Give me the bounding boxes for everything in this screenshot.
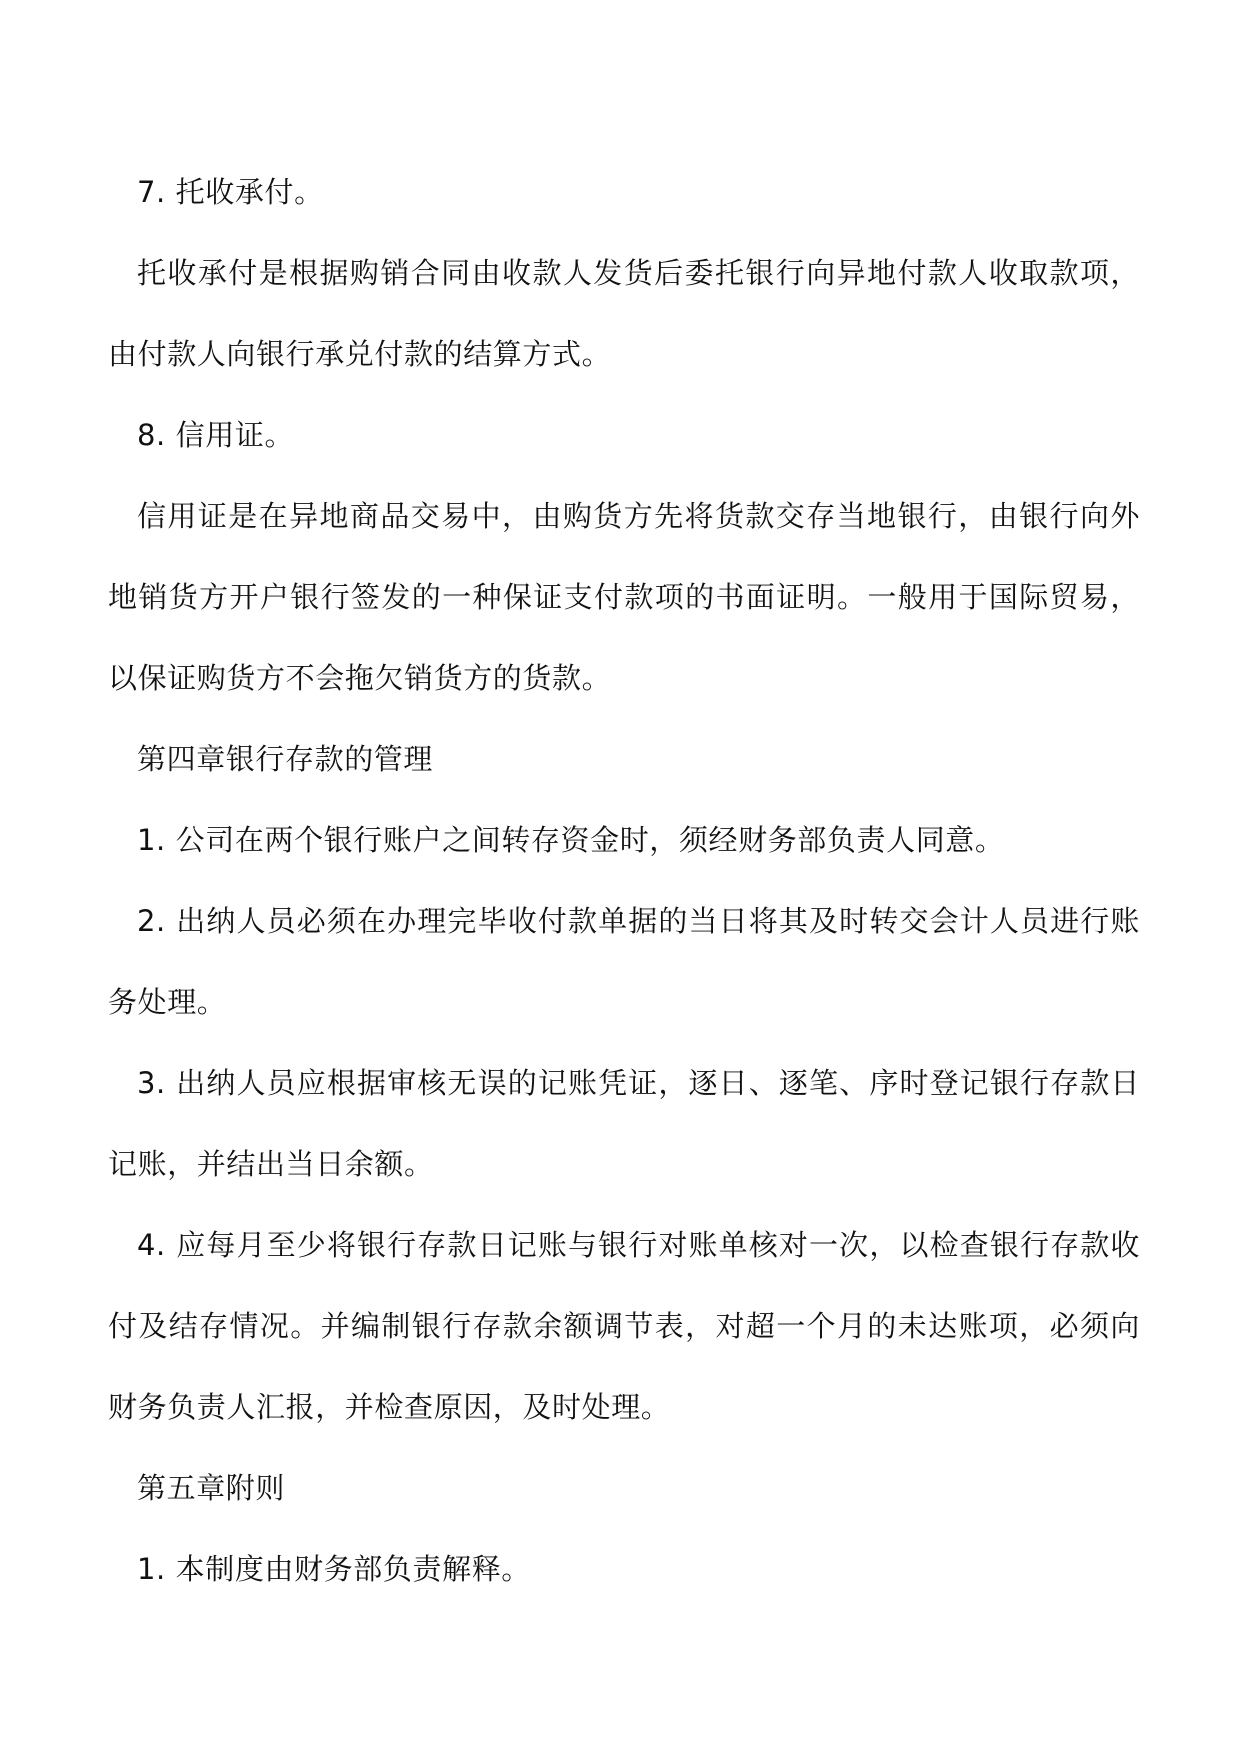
chapter-4-item-2: 2. 出纳人员必须在办理完毕收付款单据的当日将其及时转交会计人员进行账务处理。	[108, 904, 1140, 1019]
chapter-4-heading: 第四章银行存款的管理	[137, 742, 434, 776]
chapter-4-item-1: 1. 公司在两个银行账户之间转存资金时，须经财务部负责人同意。	[137, 823, 1005, 857]
section-7-body: 托收承付是根据购销合同由收款人发货后委托银行向异地付款人收取款项，由付款人向银行承兑付款的结算方式。	[108, 256, 1140, 371]
chapter-4-item-3: 3. 出纳人员应根据审核无误的记账凭证，逐日、逐笔、序时登记银行存款日记账，并结出当日余额。	[108, 1066, 1140, 1181]
section-7-heading: 7. 托收承付。	[137, 175, 324, 209]
chapter-5-heading: 第五章附则	[137, 1471, 286, 1505]
chapter-4-item-4: 4. 应每月至少将银行存款日记账与银行对账单核对一次，以检查银行存款收付及结存情况。并编制银行存款余额调节表，对超一个月的未达账项，必须向财务负责人汇报，并检查原因，及时处理。	[108, 1228, 1140, 1424]
section-8-body: 信用证是在异地商品交易中，由购货方先将货款交存当地银行，由银行向外地销货方开户银行签发的一种保证支付款项的书面证明。一般用于国际贸易，以保证购货方不会拖欠销货方的货款。	[108, 499, 1140, 695]
chapter-5-item-1: 1. 本制度由财务部负责解释。	[137, 1552, 531, 1586]
section-8-heading: 8. 信用证。	[137, 418, 295, 452]
